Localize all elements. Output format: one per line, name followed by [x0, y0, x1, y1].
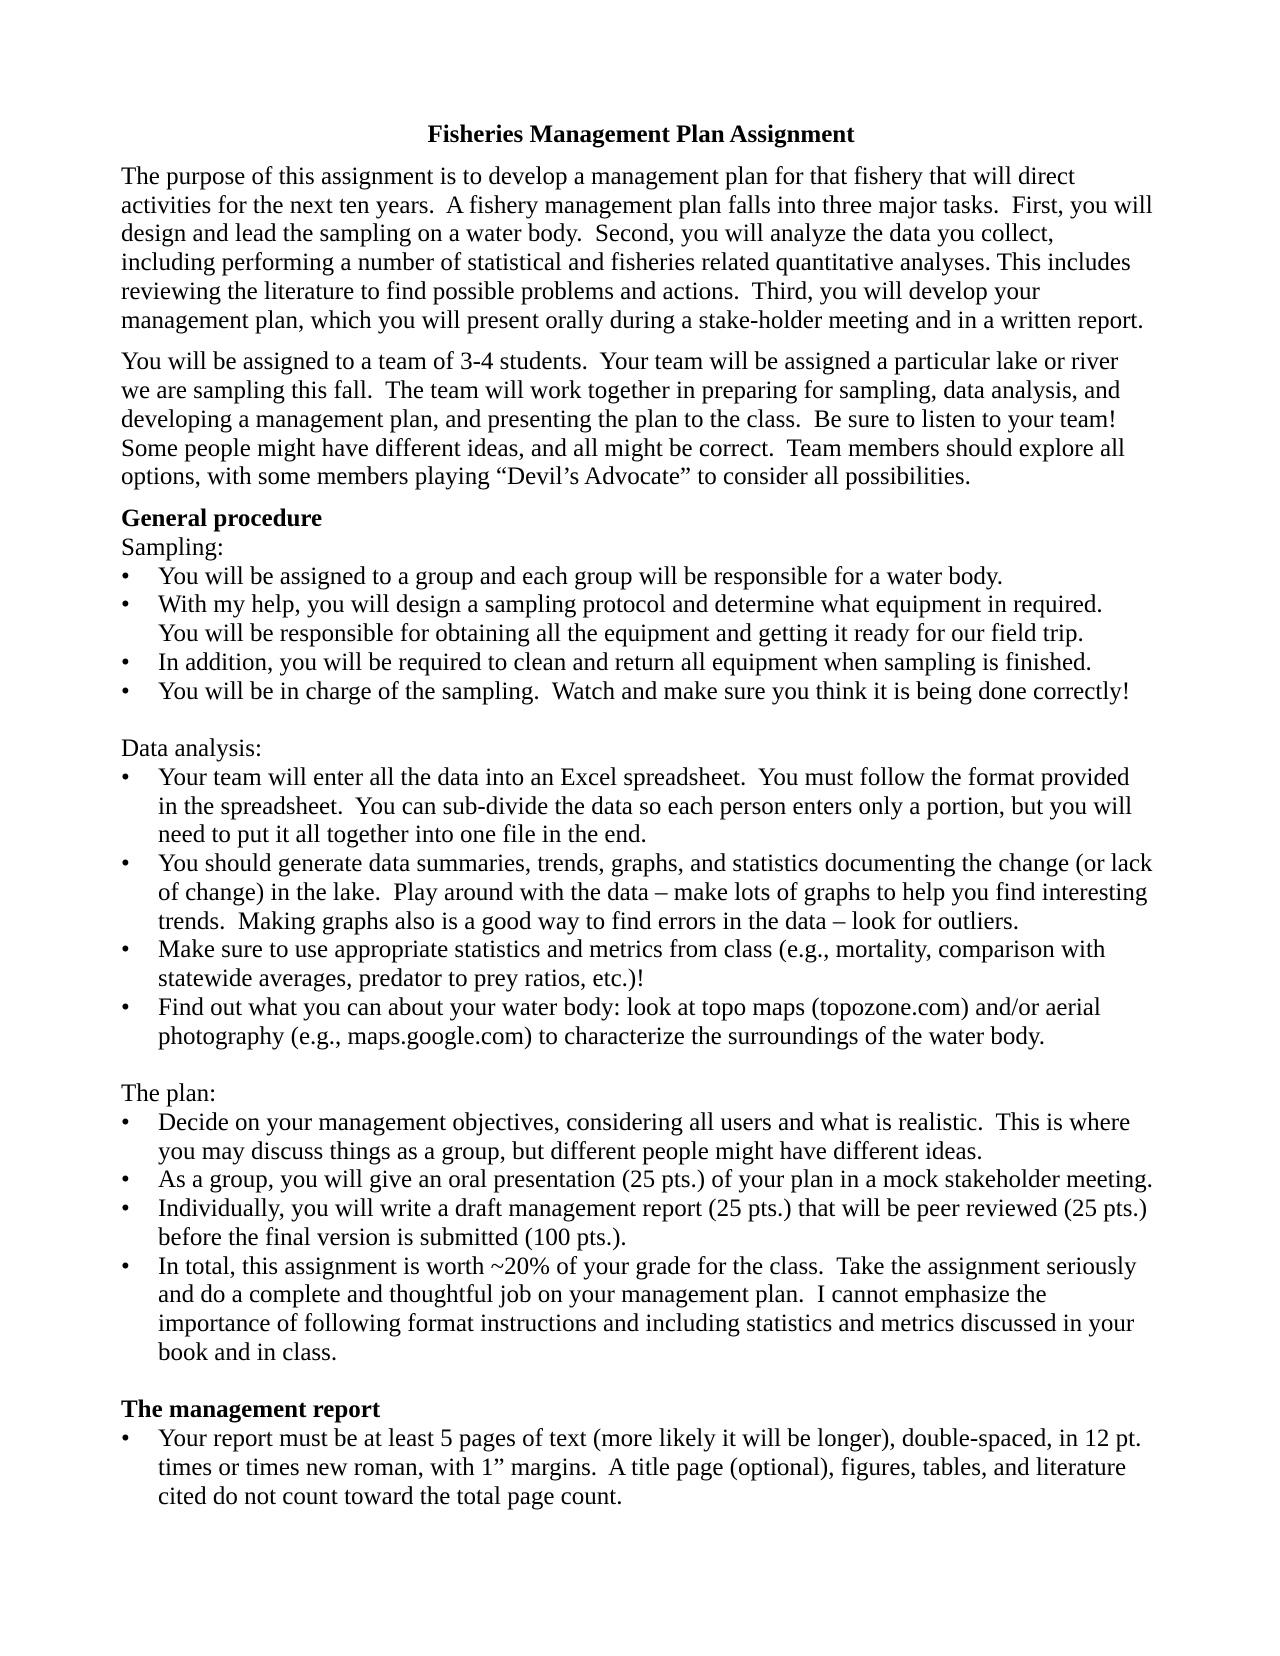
text-line: developing a management plan, and presenting the plan to the class. Be sure to listen to your team!	[121, 405, 1117, 433]
intro-paragraph	[121, 348, 1161, 492]
text-line: Find out what you can about your water body: look at topo maps (topozone.com) and/or aerial	[158, 993, 1101, 1021]
sampling-list	[121, 563, 1161, 707]
bullet-icon: •	[121, 1425, 130, 1452]
text-line: With my help, you will design a sampling protocol and determine what equipment in required.	[158, 591, 1103, 619]
text-line: photography (e.g., maps.google.com) to characterize the surroundings of the water body.	[158, 1022, 1045, 1050]
text-line: and do a complete and thoughtful job on your management plan. I cannot emphasize the	[158, 1281, 1047, 1309]
data-analysis-list	[121, 764, 1161, 1052]
bullet-icon: •	[121, 677, 130, 705]
text-line: need to put it all together into one file in the end.	[158, 821, 647, 849]
text-line: before the final version is submitted (100 pts.).	[158, 1223, 627, 1251]
text-line: The purpose of this assignment is to develop a management plan for that fishery that will direct	[121, 162, 1075, 190]
intro-section	[121, 163, 1161, 492]
text-line: Your team will enter all the data into an Excel spreadsheet. You must follow the format provided	[158, 763, 1130, 791]
bullet-icon: •	[121, 1166, 130, 1194]
text-line: Your report must be at least 5 pages of text (more likely it will be longer), double-spaced, in 12 pt.	[158, 1425, 1142, 1452]
document-page	[121, 121, 1161, 1511]
list-item	[121, 591, 1161, 649]
text-line: In total, this assignment is worth ~20% of your grade for the class. Take the assignment seriously	[158, 1252, 1137, 1280]
text-line: You will be assigned to a group and each group will be responsible for a water body.	[158, 562, 1003, 590]
list-item	[121, 678, 1161, 707]
text-line: you may discuss things as a group, but different people might have different ideas.	[158, 1137, 983, 1165]
bullet-icon: •	[121, 993, 130, 1021]
list-item	[121, 1195, 1161, 1253]
list-item	[121, 850, 1161, 936]
bullet-icon: •	[121, 648, 130, 676]
text-line: including performing a number of statistical and fisheries related quantitative analyses. This includes	[121, 249, 1131, 276]
list-item	[121, 563, 1161, 592]
management-report-list	[121, 1425, 1161, 1511]
intro-paragraph	[121, 163, 1161, 336]
list-item	[121, 1253, 1161, 1368]
text-line: Decide on your management objectives, considering all users and what is realistic. This is where	[158, 1108, 1131, 1136]
text-line: Make sure to use appropriate statistics and metrics from class (e.g., mortality, comparison with	[158, 936, 1106, 964]
plan-list	[121, 1109, 1161, 1368]
bullet-icon: •	[121, 936, 130, 964]
text-line: times or times new roman, with 1” margins. A title page (optional), figures, tables, and literature	[158, 1453, 1127, 1481]
list-item	[121, 1425, 1161, 1511]
list-item	[121, 1166, 1161, 1195]
text-line: As a group, you will give an oral presentation (25 pts.) of your plan in a mock stakeholder meeting.	[158, 1166, 1153, 1194]
text-line: activities for the next ten years. A fishery management plan falls into three major tasks. First, you will	[121, 191, 1153, 219]
text-line: You will be responsible for obtaining all the equipment and getting it ready for our field trip.	[158, 620, 1084, 647]
data-analysis-label: Data analysis:	[121, 735, 262, 762]
text-line: of change) in the lake. Play around with the data – make lots of graphs to help you find interesting	[158, 878, 1148, 906]
bullet-icon: •	[121, 763, 130, 791]
text-line: Individually, you will write a draft management report (25 pts.) that will be peer reviewed (25 pts.)	[158, 1195, 1148, 1222]
text-line: You should generate data summaries, trends, graphs, and statistics documenting the change (or lack	[158, 850, 1153, 877]
list-item	[121, 764, 1161, 850]
text-line: trends. Making graphs also is a good way to find errors in the data – look for outliers.	[158, 907, 1019, 935]
text-line: You will be in charge of the sampling. Watch and make sure you think it is being done correctly!	[158, 677, 1131, 705]
bullet-icon: •	[121, 850, 130, 877]
text-line: we are sampling this fall. The team will work together in preparing for sampling, data analysis, and	[121, 377, 1121, 404]
spacer	[121, 1051, 1161, 1080]
text-line: Some people might have different ideas, and all might be correct. Team members should explore all	[121, 434, 1125, 462]
text-line: book and in class.	[158, 1338, 338, 1366]
text-line: You will be assigned to a team of 3-4 students. Your team will be assigned a particular lake or river	[121, 348, 1119, 376]
sampling-label: Sampling:	[121, 533, 224, 561]
management-report-heading: The management report	[121, 1396, 381, 1424]
text-line: in the spreadsheet. You can sub-divide the data so each person enters only a portion, but you will	[158, 792, 1133, 820]
spacer	[121, 706, 1161, 735]
bullet-icon: •	[121, 1195, 130, 1222]
bullet-icon: •	[121, 562, 130, 590]
plan-label: The plan:	[121, 1080, 217, 1107]
text-line: In addition, you will be required to clean and return all equipment when sampling is finished.	[158, 648, 1092, 676]
bullet-icon: •	[121, 591, 130, 619]
text-line: statewide averages, predator to prey ratios, etc.)!	[158, 965, 645, 992]
text-line: design and lead the sampling on a water body. Second, you will analyze the data you collect,	[121, 220, 1054, 248]
text-line: management plan, which you will present orally during a stake-holder meeting and in a written report.	[121, 306, 1144, 334]
bullet-icon: •	[121, 1108, 130, 1136]
list-item	[121, 994, 1161, 1052]
general-procedure-heading: General procedure	[121, 505, 323, 532]
bullet-icon: •	[121, 1252, 130, 1280]
text-line: cited do not count toward the total page count.	[158, 1482, 623, 1510]
document-title: Fisheries Management Plan Assignment	[427, 121, 855, 148]
text-line: reviewing the literature to find possible problems and actions. Third, you will develop your	[121, 277, 1040, 305]
list-item	[121, 649, 1161, 678]
text-line: options, with some members playing “Devil’s Advocate” to consider all possibilities.	[121, 463, 971, 491]
list-item	[121, 1109, 1161, 1167]
text-line: importance of following format instructions and including statistics and metrics discussed in your	[158, 1310, 1135, 1337]
spacer	[121, 1368, 1161, 1397]
list-item	[121, 936, 1161, 994]
